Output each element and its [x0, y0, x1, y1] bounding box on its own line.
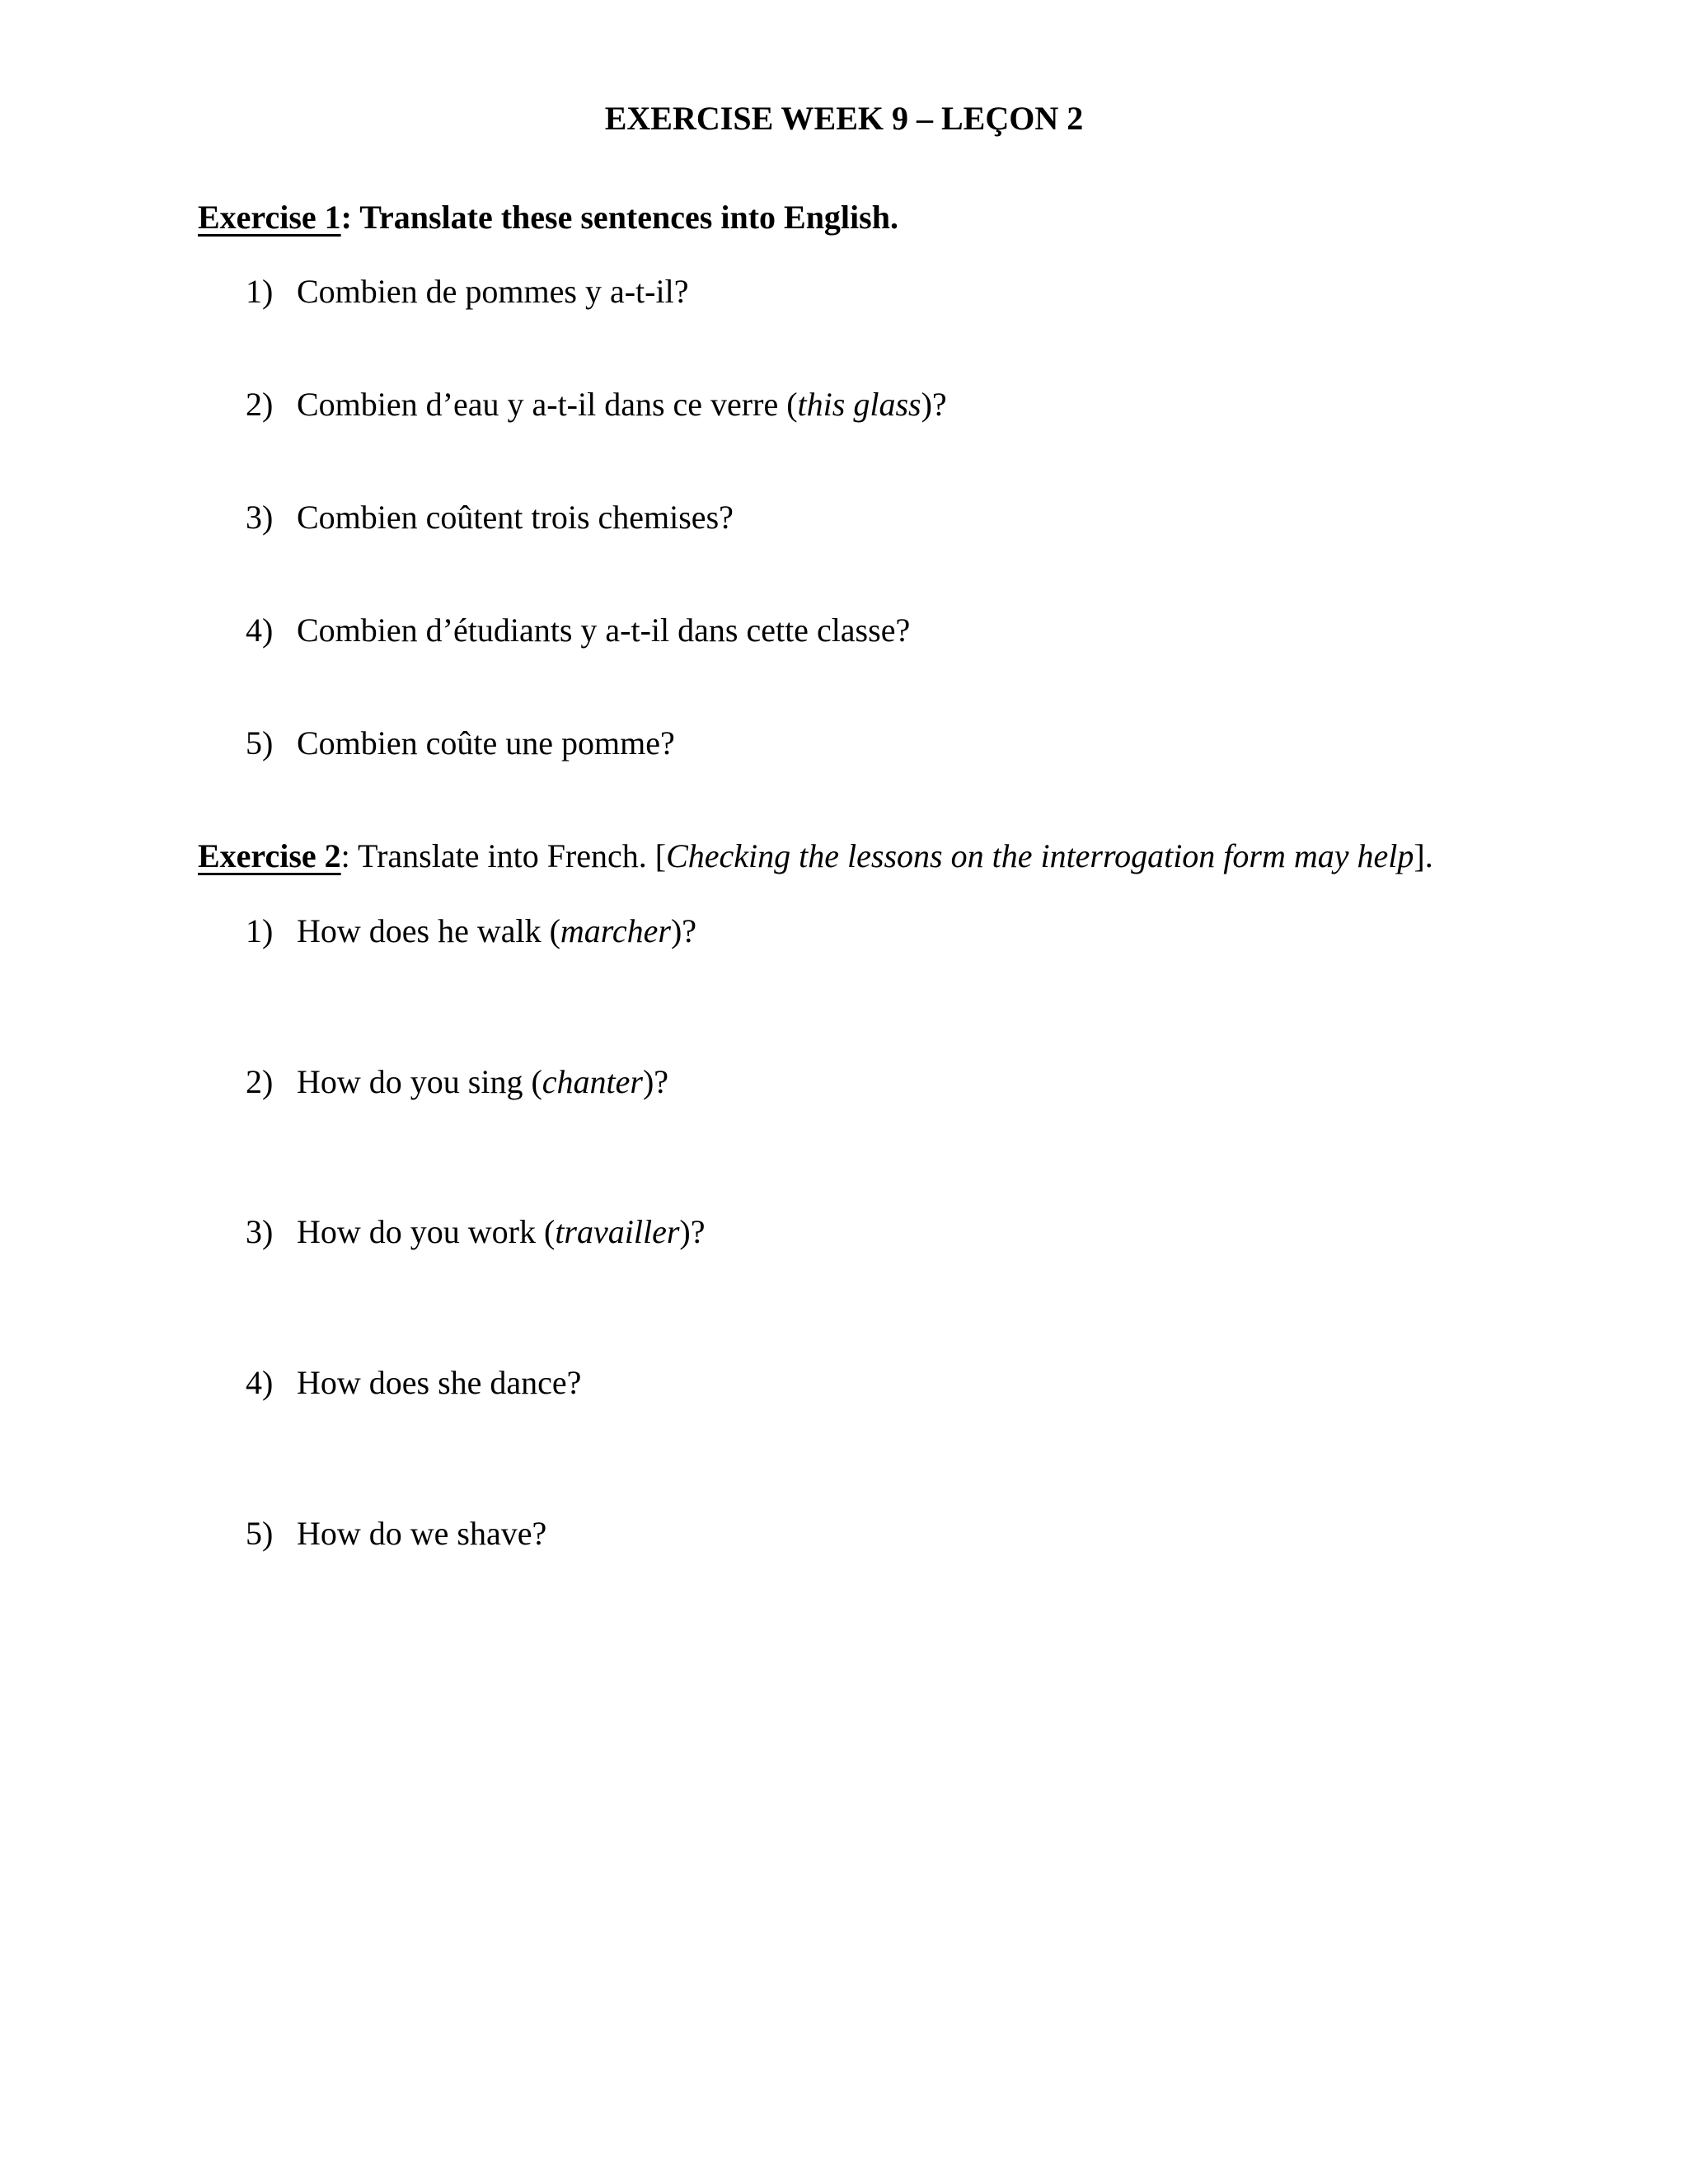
item-number: 1) [246, 912, 274, 949]
exercise-2-item-2 [246, 1059, 668, 1105]
exercise-2-instruction-end: ]. [1414, 837, 1433, 874]
item-italic-text: marcher [560, 912, 671, 949]
exercise-2-colon: : [340, 837, 350, 874]
exercise-2-heading [198, 833, 1433, 879]
exercise-2-item-3 [246, 1209, 705, 1255]
exercise-1-item-3 [246, 494, 734, 541]
exercise-2-instruction-italic: Checking the lessons on the interrogation form may help [666, 837, 1414, 874]
page-title: EXERCISE WEEK 9 – LEÇON 2 [604, 100, 1084, 137]
item-text: How does she dance? [297, 1364, 582, 1401]
item-text-end: )? [679, 1213, 706, 1250]
item-text: Combien d’eau y a-t-il dans ce verre ( [297, 386, 798, 423]
item-text: How does he walk ( [297, 912, 560, 949]
exercise-1-item-5 [246, 720, 675, 766]
item-number: 5) [246, 1515, 274, 1552]
item-italic-text: travailler [555, 1213, 680, 1250]
item-text: How do you work ( [297, 1213, 556, 1250]
item-text: How do you sing ( [297, 1063, 542, 1100]
exercise-1-colon: : [340, 199, 352, 236]
exercise-1-instruction: Translate these sentences into English. [351, 199, 898, 236]
item-text: Combien coûtent trois chemises? [297, 499, 734, 536]
item-number: 3) [246, 499, 274, 536]
exercise-1-item-2 [246, 382, 947, 428]
exercise-2-instruction: Translate into French. [ [349, 837, 667, 874]
exercise-1-item-1 [246, 269, 688, 315]
exercise-1-label: Exercise 1 [198, 199, 341, 236]
item-number: 3) [246, 1213, 274, 1250]
item-number: 4) [246, 612, 274, 649]
exercise-2-item-4 [246, 1360, 581, 1406]
item-text-end: )? [642, 1063, 669, 1100]
exercise-1-item-4 [246, 607, 910, 654]
item-text-end: )? [921, 386, 947, 423]
item-italic-text: this glass [797, 386, 921, 423]
item-text: Combien coûte une pomme? [297, 724, 675, 762]
item-number: 4) [246, 1364, 274, 1401]
exercise-2-item-5 [246, 1511, 546, 1557]
item-number: 5) [246, 724, 274, 762]
item-italic-text: chanter [542, 1063, 643, 1100]
item-number: 2) [246, 386, 274, 423]
exercise-1-heading [198, 194, 898, 241]
exercise-2-item-1 [246, 908, 696, 954]
item-text: How do we shave? [297, 1515, 547, 1552]
item-text: Combien d’étudiants y a-t-il dans cette classe? [297, 612, 911, 649]
exercise-2-label: Exercise 2 [198, 837, 341, 874]
item-text-end: )? [670, 912, 697, 949]
item-number: 2) [246, 1063, 274, 1100]
item-number: 1) [246, 273, 274, 310]
item-text: Combien de pommes y a-t-il? [297, 273, 689, 310]
